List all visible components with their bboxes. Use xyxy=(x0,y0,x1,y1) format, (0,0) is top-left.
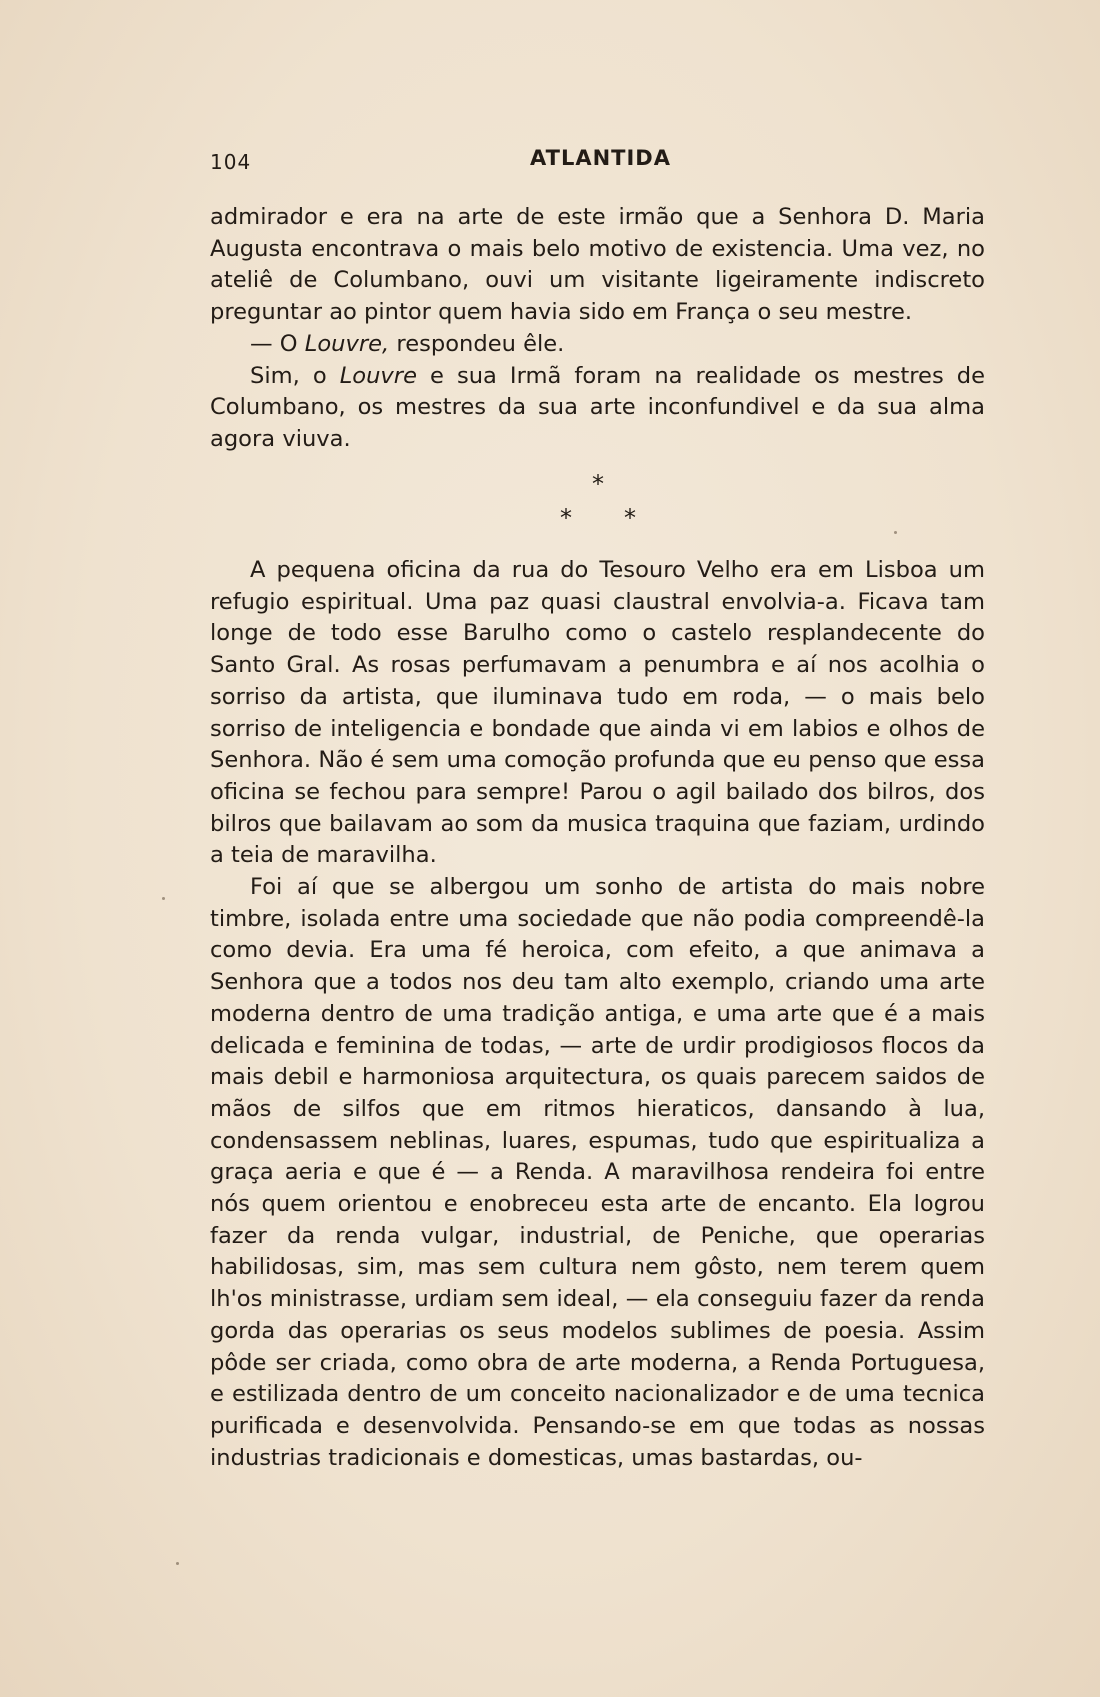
dialogue-reply: respondeu êle. xyxy=(389,330,565,357)
page-header xyxy=(210,146,990,178)
paragraph-dialogue xyxy=(210,329,985,361)
conclusion-start: Sim, o xyxy=(250,362,340,389)
paragraph-oficina: A pequena oficina da rua do Tesouro Velho era em Lisboa um refugio espiritual. Uma paz quasi claustral envolvia-a. Ficava tam longe de todo esse Barulho como o castelo resplandecente do Santo Gral. As rosas perfumavam a penumbra e aí nos acolhia o sorriso da artista, que iluminava tudo em roda, — o mais belo sorriso de inteligencia e bondade que ainda vi em labios e olhos de Senhora. Não é sem uma comoção profunda que eu penso que essa oficina se fechou para sempre! Parou o agil bailado dos bilros, dos bilros que bailavam ao som da musica traquina que faziam, urdindo a teia de maravilha. xyxy=(210,557,985,869)
asterisk-icon: * xyxy=(560,504,572,532)
paper-speck xyxy=(162,897,165,900)
asterisk-icon: * xyxy=(592,470,604,498)
paper-speck xyxy=(894,531,897,534)
paragraph-continuation: admirador e era na arte de este irmão que a Senhora D. Maria Augusta encontrava o mais belo motivo de existencia. Uma vez, no ateliê de Columbano, ouvi um visitante ligeiramente indiscreto preguntar ao pintor quem havia sido em França o seu mestre. xyxy=(210,204,985,326)
running-title: ATLANTIDA xyxy=(530,146,671,170)
page-number: 104 xyxy=(210,150,252,174)
section-break-asterism xyxy=(540,470,660,540)
text-section-2 xyxy=(210,555,985,1474)
dialogue-dash: — O xyxy=(250,330,305,357)
conclusion-rest: e sua Irmã foram na realidade os mestres de Columbano, os mestres da sua arte inconfundivel e da sua alma agora viuva. xyxy=(210,362,985,452)
italic-louvre: Louvre, xyxy=(304,330,390,357)
text-section-1 xyxy=(210,202,985,456)
paragraph-renda: Foi aí que se albergou um sonho de artista do mais nobre timbre, isolada entre uma sociedade que não podia compreendê-la como devia. Era uma fé heroica, com efeito, a que animava a Senhora que a todos nos deu tam alto exemplo, criando uma arte moderna dentro de uma tradição antiga, e uma arte que é a mais delicada e feminina de todas, — arte de urdir prodigiosos flocos da mais debil e harmoniosa arquitectura, os quais parecem saidos de mãos de silfos que em ritmos hieraticos, dansando à lua, condensassem neblinas, luares, espumas, tudo que espiritualiza a graça aeria e que é — a Renda. A maravilhosa rendeira foi entre nós quem orientou e enobreceu esta arte de encanto. Ela logrou fazer da renda vulgar, industrial, de Peniche, que operarias habilidosas, sim, mas sem cultura nem gôsto, nem terem quem lh'os ministrasse, urdiam sem ideal, — ela conseguiu fazer da renda gorda das operarias os seus modelos sublimes de poesia. Assim pôde ser criada, como obra de arte moderna, a Renda Portuguesa, e estilizada dentro de um conceito nacionalizador e de uma tecnica purificada e desenvolvida. Pensando-se em que todas as nossas industrias tradicionais e domesticas, umas bastardas, ou- xyxy=(210,874,985,1471)
italic-louvre-2: Louvre xyxy=(339,362,417,389)
paragraph-conclusion xyxy=(210,361,985,456)
asterisk-icon: * xyxy=(624,504,636,532)
paper-speck xyxy=(176,1562,179,1565)
